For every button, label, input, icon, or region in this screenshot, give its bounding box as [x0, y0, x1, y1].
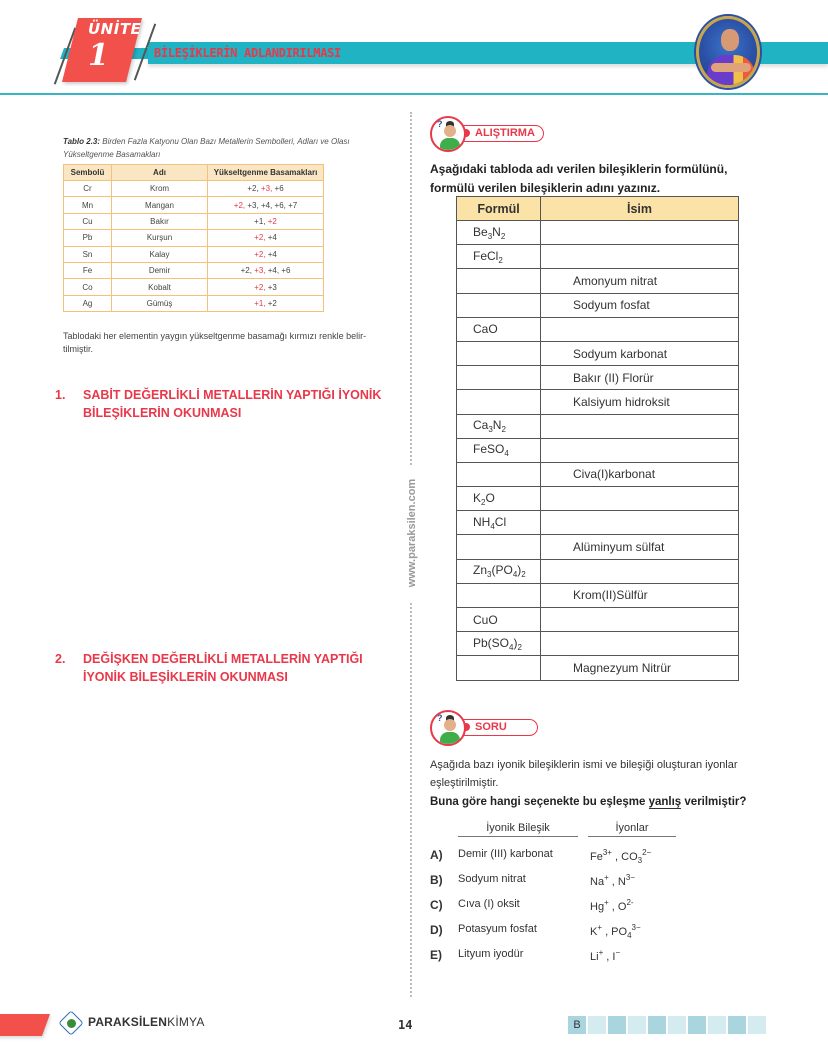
name-cell[interactable] [541, 221, 739, 245]
symbol-cell: Co [64, 279, 112, 295]
name-cell[interactable] [541, 511, 739, 535]
mascot-icon [430, 116, 466, 152]
state: +6 [281, 266, 291, 276]
col-name: İsim [541, 197, 739, 221]
state: +1 [254, 216, 264, 226]
mascot-head [444, 125, 456, 137]
name-cell: Demir [112, 262, 208, 278]
name-cell: Kalay [112, 246, 208, 262]
prompt-underlined: yanlış [648, 796, 682, 808]
formula-cell[interactable]: $Pb(SO_4)_2$ [457, 632, 541, 656]
table-row [457, 293, 739, 317]
instruction-line-1: Aşağıdaki tabloda adı verilen bileşiklerin formülünü, [430, 162, 728, 176]
avatar-head [721, 29, 739, 51]
oxidation-table [63, 164, 324, 312]
vertical-url-text: www.paraksilen.com [405, 465, 419, 601]
name-cell[interactable] [541, 438, 739, 462]
option-letter: D) [430, 923, 443, 937]
chapter-title: BİLEŞİKLERİN ADLANDIRILMASI [154, 46, 341, 60]
option-compound: Demir (III) karbonat [458, 848, 553, 860]
common-state: +1 [254, 298, 264, 308]
formula-cell[interactable]: $NH_4Cl$ [457, 511, 541, 535]
instruction-line-2: formülü verilen bileşiklerin adını yazınız. [430, 181, 661, 195]
states-cell: +2, +4 [208, 246, 324, 262]
formula-cell[interactable]: CuO [457, 608, 541, 632]
states-cell: +1, +2 [208, 213, 324, 229]
name-cell[interactable]: Bakır (II) Florür [541, 366, 739, 390]
table-row [457, 390, 739, 414]
state: +3 [267, 282, 277, 292]
col-symbol: Sembolü [64, 165, 112, 181]
formula-cell[interactable] [457, 462, 541, 486]
col-oxidation-states: Yükseltgenme Basamakları [208, 165, 324, 181]
options-header-ions: İyonlar [588, 822, 676, 837]
author-avatar [696, 16, 760, 88]
formula-cell[interactable] [457, 535, 541, 559]
exercise-table [456, 196, 739, 681]
formula-cell[interactable] [457, 366, 541, 390]
footer-square [688, 1016, 706, 1034]
name-cell[interactable]: Alüminyum sülfat [541, 535, 739, 559]
symbol-cell: Sn [64, 246, 112, 262]
prompt-after: verilmiştir? [681, 796, 747, 808]
table-row [64, 262, 324, 278]
name-cell[interactable]: Sodyum karbonat [541, 341, 739, 365]
option-compound: Lityum iyodür [458, 948, 524, 960]
table-row [457, 583, 739, 607]
states-cell: +1, +2 [208, 295, 324, 311]
name-cell[interactable] [541, 487, 739, 511]
oxidation-table-header [64, 165, 324, 181]
option-compound: Potasyum fosfat [458, 923, 537, 935]
common-state: +2 [233, 200, 243, 210]
symbol-cell: Cr [64, 181, 112, 197]
mascot-icon [430, 710, 466, 746]
name-cell[interactable] [541, 559, 739, 583]
exercise-badge-pill [456, 125, 544, 142]
footer-square [708, 1016, 726, 1034]
question-badge-pill [456, 719, 538, 736]
state: +2 [267, 298, 277, 308]
section-line-1: SABİT DEĞERLİKLİ METALLERİN YAPTIĞI İYONİK [83, 388, 382, 402]
symbol-cell: Mn [64, 197, 112, 213]
footer-square: B [568, 1016, 586, 1034]
footer-square [608, 1016, 626, 1034]
question-mark-icon: ? [437, 713, 443, 723]
footer-square [648, 1016, 666, 1034]
table-row [457, 462, 739, 486]
option-compound: Cıva (I) oksit [458, 898, 520, 910]
table-row [457, 656, 739, 680]
footer-square [628, 1016, 646, 1034]
table-row [457, 632, 739, 656]
exercise-table-header [457, 197, 739, 221]
option-ions: Hg+ , $O^{2-}$ [590, 898, 634, 913]
formula-cell[interactable]: $Be_3N_2$ [457, 221, 541, 245]
option-ions: Na+ , $N^{3-}$ [590, 873, 635, 888]
exercise-instruction [430, 160, 770, 198]
state: +4 [267, 266, 277, 276]
option-letter: E) [430, 948, 442, 962]
question-prompt [430, 796, 790, 808]
col-name: Adı [112, 165, 208, 181]
name-cell[interactable] [541, 632, 739, 656]
footer-accent [0, 1014, 50, 1036]
table-row [64, 197, 324, 213]
name-cell: Krom [112, 181, 208, 197]
name-cell[interactable]: Sodyum fosfat [541, 293, 739, 317]
prompt-before: Buna göre hangi seçenekte bu eşleşme [430, 796, 649, 808]
options-header-compound: İyonik Bileşik [458, 822, 578, 837]
footer-square [728, 1016, 746, 1034]
symbol-cell: Ag [64, 295, 112, 311]
vertical-url [405, 478, 419, 588]
state: +7 [288, 200, 298, 210]
section-line-2: İYONİK BİLEŞİKLERİN OKUNMASI [83, 670, 288, 684]
footer-square [748, 1016, 766, 1034]
table-row [457, 341, 739, 365]
section-number: 2. [55, 652, 66, 666]
formula-cell[interactable] [457, 656, 541, 680]
states-cell: +2, +3, +4, +6 [208, 262, 324, 278]
name-cell: Kurşun [112, 230, 208, 246]
common-state: +2 [267, 216, 277, 226]
name-cell[interactable] [541, 245, 739, 269]
table-row [457, 317, 739, 341]
table-row [64, 213, 324, 229]
formula-cell[interactable] [457, 390, 541, 414]
formula-cell[interactable] [457, 293, 541, 317]
states-cell: +2, +3, +4, +6, +7 [208, 197, 324, 213]
table-note: Tablodaki her elementin yaygın yükseltgenme basamağı kırmızı renkle belir-tilmiştir. [63, 331, 367, 354]
states-cell: +2, +3, +6 [208, 181, 324, 197]
table-row [457, 221, 739, 245]
table-row [457, 366, 739, 390]
unit-word: ÜNİTE [88, 20, 142, 38]
common-state: +3 [260, 184, 271, 194]
name-cell[interactable]: Magnezyum Nitrür [541, 656, 739, 680]
option-ions: K+ , $PO_4^{3-}$ [590, 923, 641, 940]
name-cell: Bakır [112, 213, 208, 229]
option-letter: B) [430, 873, 443, 887]
name-cell[interactable]: Kalsiyum hidroksit [541, 390, 739, 414]
section-heading-1 [55, 386, 381, 422]
table-row [457, 535, 739, 559]
footer-square [588, 1016, 606, 1034]
symbol-cell: Pb [64, 230, 112, 246]
state: +6 [274, 184, 284, 194]
state: +2 [247, 184, 257, 194]
table-row [457, 559, 739, 583]
mascot-body [440, 138, 460, 152]
formula-cell[interactable]: FeCl$_2$ [457, 245, 541, 269]
exercise-badge-label: ALIŞTIRMA [475, 127, 535, 139]
question-mark-icon: ? [437, 119, 443, 129]
name-cell[interactable]: Krom(II)Sülfür [541, 583, 739, 607]
header-rule [0, 93, 828, 95]
table-row [457, 269, 739, 293]
name-cell[interactable]: Amonyum nitrat [541, 269, 739, 293]
section-heading-2 [55, 650, 363, 686]
question-badge-label: SORU [475, 721, 507, 733]
table-row [64, 246, 324, 262]
name-cell[interactable] [541, 608, 739, 632]
col-formula: Formül [457, 197, 541, 221]
name-cell[interactable] [541, 317, 739, 341]
table-caption-text: Birden Fazla Katyonu Olan Bazı Metallerin Sembolleri, Adları ve Olası Yükseltgenme Basamakları [63, 137, 350, 159]
table-row [457, 511, 739, 535]
table-row [457, 245, 739, 269]
footer-square [668, 1016, 686, 1034]
brand-bold: PARAKSİLEN [88, 1015, 168, 1029]
option-ions: Li+ , I− [590, 948, 621, 963]
formula-cell[interactable]: CaO [457, 317, 541, 341]
option-compound: Sodyum nitrat [458, 873, 526, 885]
table-row [457, 487, 739, 511]
state: +3 [247, 200, 257, 210]
option-letter: A) [430, 848, 443, 862]
table-row [457, 438, 739, 462]
name-cell: Mangan [112, 197, 208, 213]
brand-name [88, 1015, 205, 1029]
formula-cell[interactable] [457, 341, 541, 365]
table-row [457, 608, 739, 632]
formula-cell[interactable] [457, 583, 541, 607]
avatar-arms [711, 63, 751, 72]
footer-squares [568, 1016, 766, 1034]
common-state: +2 [254, 282, 264, 292]
section-number: 1. [55, 388, 66, 402]
table-caption-label: Tablo 2.3: [63, 137, 101, 146]
symbol-cell: Fe [64, 262, 112, 278]
formula-cell[interactable]: FeSO$_4$ [457, 438, 541, 462]
option-letter: C) [430, 898, 443, 912]
unit-number: 1 [88, 38, 109, 73]
formula-cell[interactable]: $Ca_3N_2$ [457, 414, 541, 438]
name-cell[interactable] [541, 414, 739, 438]
table-row [64, 230, 324, 246]
mascot-head [444, 719, 456, 731]
section-line-2: BİLEŞİKLERİN OKUNMASI [83, 406, 242, 420]
brand-logo-dot [67, 1019, 76, 1028]
mascot-body [440, 732, 460, 746]
question-stem: Aşağıda bazı iyonik bileşiklerin ismi ve bileşiği oluşturan iyonlar eşleştirilmiştir. [430, 759, 738, 789]
states-cell: +2, +3 [208, 279, 324, 295]
common-state: +2 [254, 249, 264, 259]
table-row [64, 181, 324, 197]
page-number: 14 [398, 1018, 413, 1032]
table-caption [63, 135, 353, 161]
state: +4 [267, 249, 277, 259]
state: +2 [240, 266, 250, 276]
section-line-1: DEĞİŞKEN DEĞERLİKLİ METALLERİN YAPTIĞI [83, 652, 363, 666]
states-cell: +2, +4 [208, 230, 324, 246]
common-state: +3 [254, 266, 264, 276]
brand-light: KİMYA [167, 1015, 205, 1029]
name-cell: Kobalt [112, 279, 208, 295]
common-state: +2 [254, 233, 264, 243]
name-cell[interactable]: Civa(I)karbonat [541, 462, 739, 486]
formula-cell[interactable]: $Zn_3(PO_4)_2$ [457, 559, 541, 583]
option-ions: $Fe^{3+}$ , $CO_3^{2-}$ [590, 848, 652, 865]
state: +6 [274, 200, 284, 210]
state: +4 [260, 200, 271, 210]
symbol-cell: Cu [64, 213, 112, 229]
state: +4 [267, 233, 277, 243]
formula-cell[interactable] [457, 269, 541, 293]
name-cell: Gümüş [112, 295, 208, 311]
formula-cell[interactable]: $K_2O$ [457, 487, 541, 511]
table-row [64, 295, 324, 311]
table-row [457, 414, 739, 438]
table-row [64, 279, 324, 295]
